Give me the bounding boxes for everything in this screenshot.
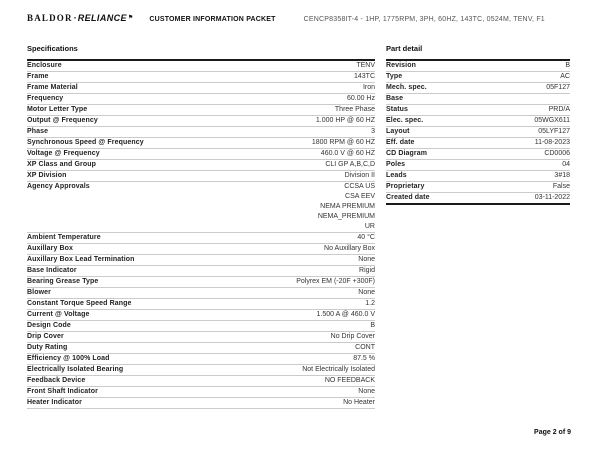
table-row — [386, 160, 570, 171]
row-label: Frequency — [27, 95, 64, 102]
table-row — [27, 299, 375, 310]
row-value: B — [370, 322, 375, 329]
table-row — [386, 193, 570, 203]
row-values — [363, 83, 375, 93]
row-values — [316, 116, 375, 126]
row-label: Auxillary Box Lead Termination — [27, 256, 135, 263]
row-values — [324, 244, 375, 254]
row-label: Layout — [386, 128, 410, 135]
row-values — [359, 266, 375, 276]
row-label: Status — [386, 106, 408, 113]
part-detail-table — [386, 59, 570, 205]
part-detail-heading: Part detail — [386, 44, 423, 53]
row-values — [534, 116, 570, 126]
row-value: Division II — [344, 172, 375, 179]
table-row — [27, 94, 375, 105]
row-values — [325, 160, 375, 170]
row-values — [553, 182, 570, 192]
row-values — [317, 310, 376, 320]
row-label: CD Diagram — [386, 150, 428, 157]
table-row — [27, 310, 375, 321]
row-label: Frame Material — [27, 84, 78, 91]
row-value: NEMA PREMIUM — [320, 203, 375, 210]
table-row — [27, 255, 375, 266]
table-row — [27, 387, 375, 398]
row-values — [358, 387, 375, 397]
row-values — [546, 83, 570, 93]
table-row — [27, 398, 375, 409]
table-row — [27, 116, 375, 127]
table-row — [386, 105, 570, 116]
logo-reliance-text: RELIANCE — [77, 13, 127, 23]
table-row — [27, 61, 375, 72]
row-value: No Auxillary Box — [324, 245, 375, 252]
row-value: CONT — [355, 344, 375, 351]
row-value: UR — [364, 223, 375, 230]
row-label: Blower — [27, 289, 51, 296]
row-values — [296, 277, 375, 287]
row-value: 11-08-2023 — [534, 139, 570, 146]
table-row — [386, 149, 570, 160]
row-value: 460.0 V @ 60 HZ — [320, 150, 375, 157]
row-label: Enclosure — [27, 62, 62, 69]
table-row — [27, 354, 375, 365]
specifications-table — [27, 59, 375, 409]
document-title: CUSTOMER INFORMATION PACKET — [149, 16, 276, 23]
row-value: 05F127 — [546, 84, 570, 91]
row-label: Revision — [386, 62, 416, 69]
row-value: 04 — [562, 161, 570, 168]
row-values — [343, 398, 375, 408]
row-values — [370, 321, 375, 331]
row-label: Mech. spec. — [386, 84, 427, 91]
row-values — [354, 72, 375, 82]
row-value: 87.5 % — [353, 355, 375, 362]
row-values — [356, 61, 375, 71]
row-values — [535, 138, 570, 148]
row-value: CLI GP A,B,C,D — [325, 161, 375, 168]
row-label: Efficiency @ 100% Load — [27, 355, 110, 362]
table-row — [386, 138, 570, 149]
table-row — [27, 365, 375, 376]
row-value: 3#18 — [554, 172, 570, 179]
page-number: Page 2 of 9 — [534, 429, 571, 436]
row-values — [318, 182, 375, 232]
row-label: Synchronous Speed @ Frequency — [27, 139, 144, 146]
table-row — [27, 332, 375, 343]
row-values — [371, 127, 375, 137]
row-label: Drip Cover — [27, 333, 64, 340]
row-values — [321, 149, 375, 159]
row-label: Elec. spec. — [386, 117, 424, 124]
row-values — [535, 193, 570, 203]
row-label: Auxillary Box — [27, 245, 74, 252]
table-row — [27, 233, 375, 244]
row-values — [544, 149, 570, 159]
row-values — [538, 127, 570, 137]
part-description: CENCP8358IT-4 - 1HP, 1775RPM, 3PH, 60HZ, 143TC, 0524M, TENV, F1 — [303, 16, 545, 23]
row-values — [554, 171, 570, 181]
table-row — [27, 277, 375, 288]
table-row — [27, 266, 375, 277]
table-row — [386, 171, 570, 182]
row-value: NO FEEDBACK — [324, 377, 375, 384]
row-value: None — [358, 289, 375, 296]
row-values — [549, 105, 570, 115]
table-row — [27, 171, 375, 182]
row-values — [325, 376, 375, 386]
row-values — [347, 94, 375, 104]
row-values — [345, 171, 375, 181]
row-label: Phase — [27, 128, 49, 135]
row-label: Constant Torque Speed Range — [27, 300, 132, 307]
row-label: Bearing Grease Type — [27, 278, 99, 285]
row-label: XP Class and Group — [27, 161, 96, 168]
row-label: Voltage @ Frequency — [27, 150, 100, 157]
row-values — [355, 343, 375, 353]
specifications-heading: Specifications — [27, 44, 78, 53]
row-values — [335, 105, 375, 115]
baldor-reliance-logo — [27, 13, 133, 23]
row-label: Front Shaft Indicator — [27, 388, 98, 395]
table-row — [27, 105, 375, 116]
row-label: Ambient Temperature — [27, 234, 101, 241]
row-label: XP Division — [27, 172, 67, 179]
row-label: Frame — [27, 73, 49, 80]
table-row — [386, 116, 570, 127]
row-values — [562, 160, 570, 170]
row-value: CSA EEV — [345, 193, 375, 200]
row-label: Agency Approvals — [27, 183, 90, 190]
table-row — [27, 160, 375, 171]
row-value: 143TC — [353, 73, 375, 80]
row-value: Not Electrically Isolated — [302, 366, 375, 373]
row-value: 1.2 — [365, 300, 375, 307]
logo-dot: · — [73, 13, 77, 23]
row-value: 05LYF127 — [538, 128, 570, 135]
table-row — [386, 83, 570, 94]
row-label: Base — [386, 95, 404, 102]
table-row — [27, 127, 375, 138]
row-label: Eff. date — [386, 139, 415, 146]
table-row — [27, 376, 375, 387]
table-row — [386, 94, 570, 105]
row-label: Duty Rating — [27, 344, 68, 351]
page-header — [27, 13, 573, 23]
row-values — [357, 233, 375, 243]
row-value: Iron — [362, 84, 375, 91]
table-row — [27, 288, 375, 299]
row-label: Created date — [386, 194, 430, 201]
row-value: 60.00 Hz — [346, 95, 375, 102]
row-values — [353, 354, 375, 364]
row-value: Polyrex EM (-20F +300F) — [296, 278, 375, 285]
row-label: Design Code — [27, 322, 71, 329]
table-row — [27, 83, 375, 94]
row-value: 03-11-2022 — [534, 194, 570, 201]
row-value: None — [358, 388, 375, 395]
row-value: 1800 RPM @ 60 HZ — [311, 139, 375, 146]
row-values — [302, 365, 375, 375]
table-row — [386, 182, 570, 193]
table-row — [27, 149, 375, 160]
table-row — [386, 61, 570, 72]
row-value: TENV — [356, 62, 375, 69]
row-values — [312, 138, 375, 148]
content-columns — [27, 44, 570, 409]
row-value: CCSA US — [344, 183, 375, 190]
row-value: No Heater — [343, 399, 375, 406]
row-label: Feedback Device — [27, 377, 86, 384]
row-value: Rigid — [359, 267, 375, 274]
row-values — [365, 299, 375, 309]
row-value: CD0006 — [544, 150, 570, 157]
row-value: NEMA_PREMIUM — [317, 213, 375, 220]
row-label: Base Indicator — [27, 267, 77, 274]
row-label: Motor Letter Type — [27, 106, 88, 113]
row-label: Type — [386, 73, 403, 80]
row-value: AC — [560, 73, 570, 80]
row-value: None — [358, 256, 375, 263]
row-label: Output @ Frequency — [27, 117, 98, 124]
logo-baldor-text: BALDOR — [27, 13, 73, 23]
row-values — [560, 72, 570, 82]
row-value: 40 °C — [357, 234, 375, 241]
row-label: Electrically Isolated Bearing — [27, 366, 124, 373]
specifications-section — [27, 44, 375, 409]
table-row — [27, 182, 375, 233]
row-values — [358, 255, 375, 265]
row-value: 1.000 HP @ 60 HZ — [315, 117, 375, 124]
row-label: Poles — [386, 161, 406, 168]
table-row — [386, 127, 570, 138]
row-values — [331, 332, 375, 342]
row-value: False — [552, 183, 570, 190]
row-label: Leads — [386, 172, 407, 179]
table-row — [27, 72, 375, 83]
table-row — [27, 138, 375, 149]
row-value: 3 — [371, 128, 375, 135]
row-value: Three Phase — [334, 106, 375, 113]
table-row — [27, 244, 375, 255]
table-row — [27, 343, 375, 354]
row-values — [358, 288, 375, 298]
row-value: No Drip Cover — [330, 333, 375, 340]
row-label: Heater Indicator — [27, 399, 82, 406]
row-label: Current @ Voltage — [27, 311, 90, 318]
table-row — [27, 321, 375, 332]
row-values — [565, 61, 570, 71]
reliance-flag-icon: ⚑ — [127, 14, 134, 21]
table-row — [386, 72, 570, 83]
row-value: 1.500 A @ 460.0 V — [316, 311, 375, 318]
part-detail-section — [386, 44, 570, 409]
row-value: PRD/A — [548, 106, 570, 113]
row-value: 05WGX611 — [534, 117, 570, 124]
row-value: B — [565, 62, 570, 69]
row-label: Proprietary — [386, 183, 425, 190]
